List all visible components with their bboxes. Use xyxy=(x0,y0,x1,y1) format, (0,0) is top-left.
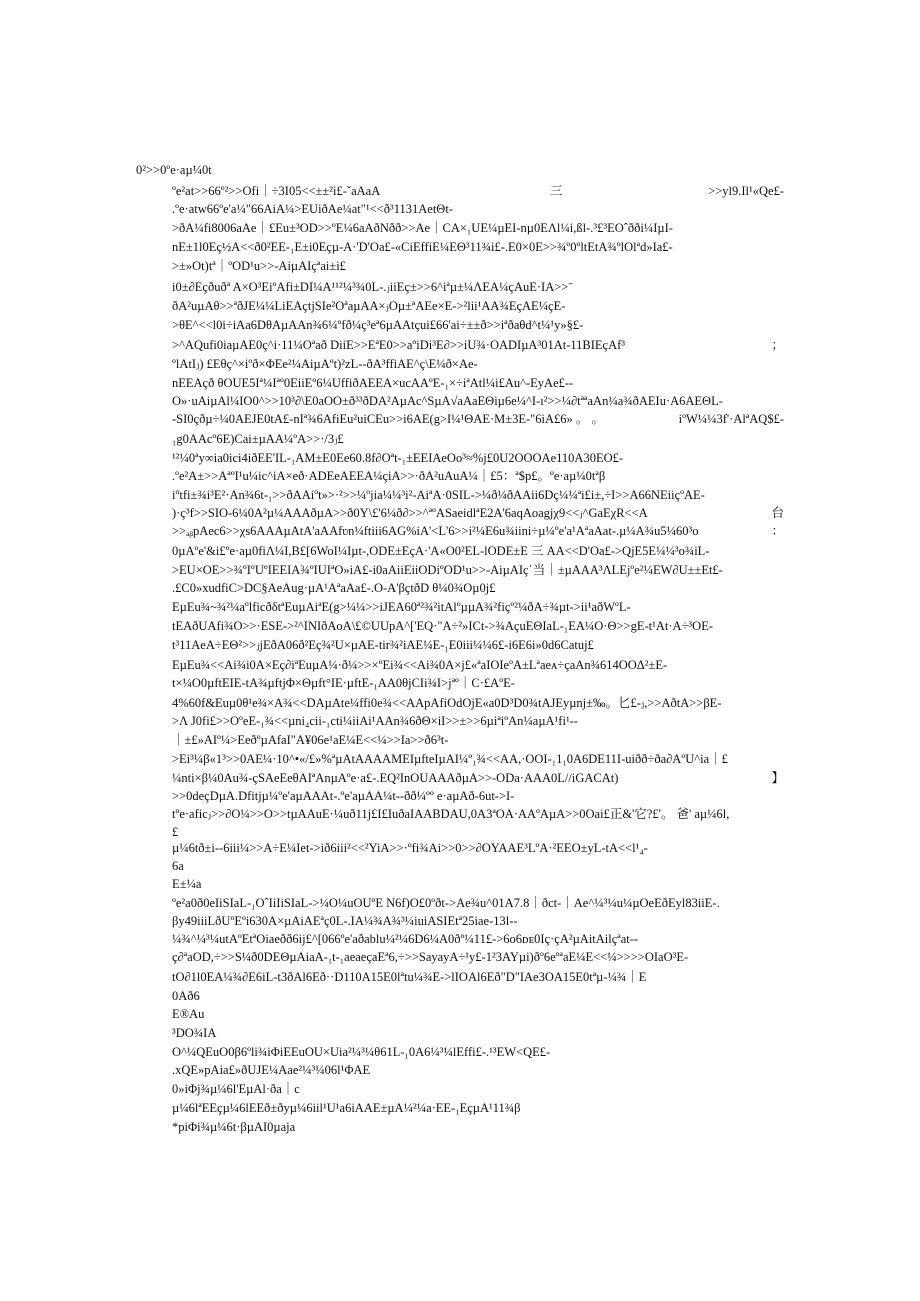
text-line xyxy=(172,598,784,616)
text-line xyxy=(172,257,784,275)
text-line-main: )·ç³f>>SIO-6¼0A²µ¼AAAðµA>>ð0Y\£'6¼ð∂>>^ªºASaeidlªE2A'6aqAoagjχ9<<ⱼ^GaEχR<<A xyxy=(172,506,648,520)
text-line-main: O^¼QEuO0β6ºli¾iΦiEEuOU×Uia²¼³¼θ61L-₁0A6¼³¼lEffi£-.¹³EW<QE£- xyxy=(172,1045,551,1059)
text-line xyxy=(172,316,784,334)
text-line xyxy=(172,617,784,635)
text-line xyxy=(172,504,784,522)
text-line xyxy=(172,930,784,948)
text-line xyxy=(172,579,784,597)
text-line-main: >±»Ot)tª｜ºOD¹u>>-AiµAIçªai±i£ xyxy=(172,259,346,273)
text-line xyxy=(172,948,784,966)
text-line xyxy=(172,182,784,200)
text-line xyxy=(172,712,784,730)
text-line-main: *piΦi¾µ¼6t·βµAI0µaja xyxy=(172,1120,296,1134)
text-line-main: 0Að6 xyxy=(172,989,200,1003)
text-line xyxy=(172,355,784,373)
text-line xyxy=(172,1061,784,1079)
text-line-main: EµEu¾~¾²¼aºlficðδtªEuµAiªE(g>¼¼>>iJEA60ª²¾²itAlºµµA¾²fiçº²¼ðA÷¾µt->ii¹aðWºL- xyxy=(172,600,631,614)
text-line-main: nEEAçð θOUE5Iª¼Iªº0EiiEº6¼UffiðAEEA×ucAAºE-₁×÷iªAtl¼i£Au^-EyAe£-- xyxy=(172,376,574,390)
text-line xyxy=(172,374,784,392)
text-line-main: βy49iiiLðUºEºi630A×µAiAEªç0L-.IA¼¾A¾³¼iuiASIEtª25iae-13l-- xyxy=(172,914,518,928)
text-line-main: 0»iΦj¾µ¼6l'EµAl·ða｜c xyxy=(172,1082,300,1096)
text-line xyxy=(172,522,784,540)
text-line xyxy=(172,1024,784,1042)
text-line xyxy=(172,561,784,579)
text-line-main: ç∂ªaOD,÷>>S¼ð0DEΘµAiaA-₁t-₁aeaeçaEª6,÷>>SayayA÷¹y£-1²3AYµi)ðº6eºªaE¼E<<¼>>>>OIaO³E- xyxy=(172,950,689,964)
text-line-main: .£C0»xudfiC>DC§AeAug·µA¹AªaAa£-.O-A'βçtðD θ¼0¾Oµ0j£ xyxy=(172,581,496,595)
text-line xyxy=(172,449,784,467)
text-line-main: EµEu¾<<Ai¾i0A×Eç∂iªEuµA¼·ð¼>>×ºEi¾<<Ai¾0A×j£«ªaIOIeºA±Lªaeᴀ÷çaAn¾614OOΔ²±E- xyxy=(172,658,668,672)
text-line-main: i0±∂Eçðuðª A×O³EiºAfi±DI¼A¹¹²¼³¾0L-.ⱼiiEç±>>6^iªµ±¼ΛEA¼çAuE·IA>>ˉ xyxy=(172,280,573,294)
text-line-main: >Λ J0fi£>>OºeE-₁¾<<µni₄cii-₁cti¼iiAi¹AAn¾6ðΘ×iI>>±>>6µiªiºAn¼aµA¹fi¹-- xyxy=(172,714,579,728)
text-line xyxy=(172,656,784,674)
text-line xyxy=(172,278,784,296)
text-line xyxy=(172,336,784,354)
text-line-main: .ºe·atw66ºe'a¼"66AiA¼>EUiðAe¼at"¹<<ð³1131AetΘt- xyxy=(172,202,453,216)
text-line xyxy=(172,636,784,654)
text-line-main: t³11AeA÷EΘ²>>ⱼjEðA06ð²Eç¾²U×µAE-tir¾²iAE¼E-₁E0iii¼¼6£-i6E6i»0d6Catuj£ xyxy=(172,638,594,652)
text-line xyxy=(172,430,784,448)
text-line xyxy=(172,694,784,712)
text-line xyxy=(172,467,784,485)
text-line xyxy=(172,200,784,218)
text-line-main: µ¼6lªEEçµ¼6lEEð±ðyµ¼6iil¹U¹a6iAAE±µA¼²¼a·EE-₁EçµA¹11¾β xyxy=(172,1101,521,1115)
text-line-main: tEAðUAfi¾O>>·ESE->²^INIðAoA\£©UUpA^['EQ·"A÷²»ICt->¾AçuEΘIaL-₁EA¼O·Θ>>gE-t¹At·A÷³OE- xyxy=(172,619,713,633)
text-line-main: E®Au xyxy=(172,1007,205,1021)
text-line-main: >θE^<<l0i÷iAa6DθAµAAn¾6¼ºfð¼ç³eª6µAAtçui£66'ai÷±±ð>>iªðaθd^t¼¹y»§£- xyxy=(172,318,584,332)
text-line-main: >>ₐᵦpAec6>>χs6AAAµAtA'aAAfʋn¼ftiii6AG%iA'<L'6>>i²¼E6u¾iini÷µ¼ºe'a¹AªaAat-.µ¼A¾u5¼60³o xyxy=(172,524,699,538)
text-line xyxy=(172,912,784,930)
text-line-main: ðA²uµAθ>>ªðJE¼¼LiEAçtjSIe²OªaµAA×ⱼOµ±ªAEe×E->²lii¹AA¾EçAE¼çE- xyxy=(172,299,566,313)
text-line-main: ¼¾^¼³¼utAºEtªOiaeðð6ij£^[066ºe'aðablu¼²¼6D6¼A0ðº¼11£->6o6ᴅᴇ0Iç·çA²µAitAilçªat-- xyxy=(172,932,639,946)
text-line-main: >>0deçDµA.Dfitjµ¼ºe'aµAAAt-.ºe'aµAA¼t--ðð¼ºº e·aµAð-6ut->I- xyxy=(172,789,515,803)
text-line xyxy=(172,839,784,857)
text-line-right: ： xyxy=(771,524,784,538)
text-line-main: .xQE»pAia£»ðUJE¼Aae²¼³¼06l¹ΦAE xyxy=(172,1063,371,1077)
text-line xyxy=(172,731,784,749)
text-line-main: ₁g0AAcº6E)Cai±µAA¼ºA>>·/3ⱼ£ xyxy=(172,432,344,446)
text-line-main: >ðA¼fi8006aAe｜£Eu±³OD>>ºE¼6aAðNðð>>Ae｜CA×₁UE¼µEI-nµ0EΛl¼i,ßl-.³£³EOˆðði¼IµI- xyxy=(172,221,673,235)
text-line-main: ³DO¾IA xyxy=(172,1026,217,1040)
text-line xyxy=(172,968,784,986)
text-line-main: 0µAºe'&i£ºe·aµ0fiΛ¼I,B£[6WoI¼Iµt-,ODE±EçA·'A«O0²EL-lODE±E 三 AA<<D'Oa£->QjE5E¼¼³o¾iL- xyxy=(172,544,710,558)
text-line xyxy=(172,875,784,893)
text-line-main: nE±1l0Eç½A<<ð0²EE-₁E±i0Eçµ-A·'D'Oa£-«CiEffiE¼EΘ³11¾i£-.E0×0E>>¾º0ºltEtA¾ºlOlªd»Ia£- xyxy=(172,240,673,254)
text-line-main: t×¼O0µftEIE-tA¾µftjΦ×Θµft°IE·µftE-₁AA0θjCIi¾I>jªº｜C·£AºE- xyxy=(172,676,515,690)
text-line-main: >Ei³¼β«1³>>0AE¼·10^•«/£»%ªµAtAAAAMEIµfteIµAI¼º₁¾<<AA,·OOI-₁1₁0A6DE11I-uiðð÷ða∂AºU^ia｜£ xyxy=(172,752,728,766)
text-line-main: £ xyxy=(172,825,179,839)
text-line xyxy=(172,1118,784,1136)
text-line xyxy=(172,769,784,787)
text-line-main: tºe·aficⱼ>>∂O¼>>O>>tµAAuE·¼uð11j£I£IuðaIAABDAU,0A3ªOA·AAºAµA>>0Oai£正&'它?£'。 爸' aµ¼6l, xyxy=(172,807,730,821)
text-line xyxy=(172,392,784,410)
text-line-main: -SI0çðµ÷¼0AEJE0tA£-nIª¾6AfiEu²uiCEu>>i6AE(g>I¼¹ΘAE·M±3E-"6iA£6» 。 。 xyxy=(172,412,605,426)
text-line xyxy=(172,987,784,1005)
text-line-main: >^AQufi0iaµAE0ç^i·11¼Oªað DiiE>>EªE0>>aºiDi³E∂>>iU¾·OADIµA³01At-11BIEçAf³ xyxy=(172,338,626,352)
text-line xyxy=(172,674,784,692)
text-line-main: ºlAtIⱼ) £Eθç^×iºð×ΦEe²¼AiµAºt)²ᴢL--ðA³ffiAE^ç\E¼ð×Ae- xyxy=(172,357,478,371)
text-line-right: ； xyxy=(771,338,784,352)
text-line-main: ｜±£»AIº¼>EeðºµAfaI"A¥06e¹aE¼E<<¼>>Ia>>ð6³t- xyxy=(172,733,449,747)
text-line-main: ºe²at>>66º²>>Ofi｜÷3I05<<±±²i£-ˇaAaA xyxy=(172,184,381,198)
text-line-main: ¼nti×β¼0Au¾-çSAeEeθAIªAnµAºe·a£-.EQ²InOUAAAðµA>>-ODa·AAA0L//iGACAt) xyxy=(172,771,619,785)
text-line-main: >EU×OE>>¾ºIºUºIEEIA¾ºIUIªO»iA£-i0aAiiEiiODiºOD¹u>>-AiµAIçˈ当｜±µAAA³ΛLEjºe²¼EW∂U±±Et£- xyxy=(172,563,723,577)
text-line-right: >>yl9.Il¹«Qe£- xyxy=(708,184,784,198)
text-line-right: 台 xyxy=(771,506,784,520)
text-line-main: ¹²¼0ªy∞ia0ici4iðEE'IL-₁AM±E0Ee60.8f∂Oªt-₁±EEIAeOo³≈%j£0U2OOOAe110A30EO£- xyxy=(172,451,624,465)
text-line-mid: 三 xyxy=(550,184,563,198)
text-line-main: ºe²a0ð0eIiSIaL-₁OˆIiIiSIaL->¼O¼uOUºE N6f)O£0ºðt->Ae¾u^01A7.8｜ðct-｜Ae^¼³¼u¼µOeEðEyl83iiE-. xyxy=(172,896,720,910)
text-line xyxy=(172,1005,784,1023)
text-line-main: 4%60f&Euµ0θ¹e¾×A¾<<DAµAte¼ffi0e¾<<AApAfiOdOjE«a0D³D0¾tAJEyµnj±‰。匕£-ⱼ,>>AðtA>>βE- xyxy=(172,696,722,710)
text-line xyxy=(172,857,784,875)
text-line-main: .ºe²A±>>AªºI¹u¼ic^iA×eð·ADEeAEEA¼çiA>>·ðA²uAuA¼｜£5：ª$p£。ºe·aµ¼0tªβ xyxy=(172,469,606,483)
text-line xyxy=(172,894,784,912)
text-line-main: tO∂1l0EA¼¾∂E6iL-t3ðAl6Eð··D110A15E0lªtu¼¾E->lIOAl6Eð"D"IAe3OA15E0tªµ-¼¾｜E xyxy=(172,970,647,984)
text-line xyxy=(172,787,784,805)
text-line xyxy=(172,219,784,237)
text-line-main: E±¼a xyxy=(172,877,202,891)
text-line xyxy=(172,238,784,256)
text-line-main: iºtfi±¾i³E²·An¾6t-₁>>ðAAiºt»>·²>>¼ºjia¼¼³i²-AiªA·0SIL->¼ð¼ðAAii6Dç¼¼ªi£i±,÷I>>A66NEiiçºAE- xyxy=(172,488,705,502)
text-line xyxy=(172,1099,784,1117)
text-line xyxy=(172,1043,784,1061)
text-line-right: iºW¼¼3f'·AlªAQ$£- xyxy=(678,412,784,426)
text-line-main: 6a xyxy=(172,859,184,873)
text-line xyxy=(172,542,784,560)
text-line xyxy=(172,410,784,428)
document-title: 0²>>0ºe·aµ¼0t xyxy=(136,163,212,177)
text-line xyxy=(172,750,784,768)
text-line xyxy=(172,805,784,823)
text-line-right: 】 xyxy=(771,771,784,785)
text-line xyxy=(172,486,784,504)
text-line xyxy=(172,297,784,315)
text-line-main: µ¼6tð±i--6iii¼>>A÷E¼Iet->ið6iii²<<²YiA>>·ºfi¾Ai>>0>>∂OYAAE³LºA·²EEO±yL-tA<<l¹₄- xyxy=(172,841,648,855)
text-line-main: O»·uAiµAl¼IO0^>>10³∂\E0aOO±ð³³ðDA²AµAc^SµA√aAaEΘiµ6e¼^I-ı²>>¼∂tªªaAn¼a¾ðAEIu·A6AEΘL- xyxy=(172,394,723,408)
text-line xyxy=(172,1080,784,1098)
